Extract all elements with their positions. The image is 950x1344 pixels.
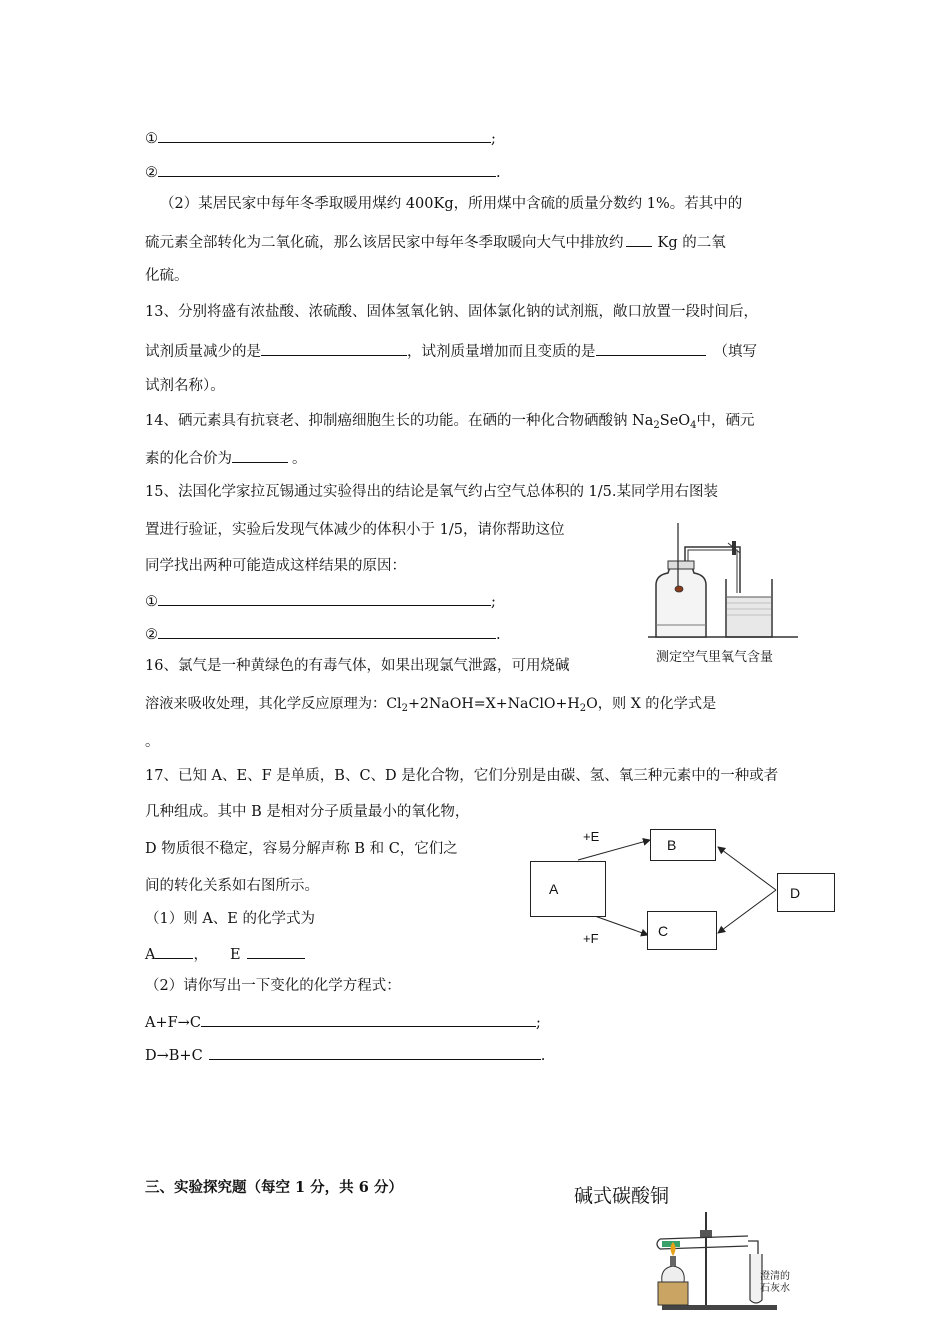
q15-answer-blank-2[interactable] xyxy=(158,623,496,639)
box-a: A xyxy=(530,861,606,917)
q12-part2-line1: （2）某居民家中每年冬季取暖用煤约 400Kg，所用煤中含硫的质量分数约 1%。若其中的 xyxy=(160,196,743,212)
q16-line2: 溶液来吸收处理，其化学反应原理为：$Cl_2+2NaOH=X+NaClO+H_2O$，则 X 的化学式是 xyxy=(145,696,717,714)
label-plus-e: +E xyxy=(583,829,600,844)
q17-part2: （2）请你写出一下变化的化学方程式： xyxy=(145,978,401,994)
q15-line1: 15、法国化学家拉瓦锡通过实验得出的结论是氧气约占空气总体积的 1/5.某同学用右图装 xyxy=(145,484,719,500)
q15-line2: 置进行验证，实验后发现气体减少的体积小于 1/5，请你帮助这位 xyxy=(145,522,565,538)
q17-eq2-blank[interactable] xyxy=(209,1044,541,1060)
limewater-label: 澄清的 石灰水 xyxy=(760,1271,790,1294)
oxygen-apparatus-caption: 测定空气里氧气含量 xyxy=(656,649,774,664)
section3-title: 三、实验探究题（每空 1 分，共 6 分） xyxy=(145,1179,403,1196)
arrow-d-to-c xyxy=(718,890,776,933)
q12-answer-blank-3[interactable] xyxy=(626,231,652,247)
q17-line4: 间的转化关系如右图所示。 xyxy=(145,878,319,894)
q17-line1: 17、已知 A、E、F 是单质，B、C、D 是化合物，它们分别是由碳、氢、氧三种元素中的一种或者 xyxy=(145,768,779,784)
q13-answer-blank-1[interactable] xyxy=(261,340,407,356)
q13-line2: 试剂质量减少的是 ，试剂质量增加而且变质的是 （填写 xyxy=(145,340,757,362)
arrow-d-to-b xyxy=(718,847,776,890)
q17-part1: （1）则 A、E 的化学式为 xyxy=(145,911,315,927)
q13-answer-blank-2[interactable] xyxy=(596,340,706,356)
q12-answer-blank-2[interactable] xyxy=(158,161,496,177)
q17-eq1-blank[interactable] xyxy=(201,1011,536,1027)
box-c: C xyxy=(647,911,717,950)
oxygen-apparatus-figure xyxy=(648,515,798,650)
q17-line2: 几种组成。其中 B 是相对分子质量最小的氧化物， xyxy=(145,804,470,820)
q12-part2-line2: 硫元素全部转化为二氧化硫，那么该居民家中每年冬季取暖向大气中排放约 Kg 的二氧 xyxy=(145,231,726,253)
box-b: B xyxy=(650,829,716,861)
q12-item1: ① ; xyxy=(145,127,496,149)
box-d: D xyxy=(777,873,835,912)
q12-answer-blank-1[interactable] xyxy=(158,127,491,143)
q17-line3: D 物质很不稳定，容易分解声称 B 和 C，它们之 xyxy=(145,841,458,857)
q16-line3: 。 xyxy=(145,734,160,750)
q16-line1: 16、氯气是一种黄绿色的有毒气体，如果出现氯气泄露，可用烧碱 xyxy=(145,658,570,674)
q12-item2: ② . xyxy=(145,161,501,183)
q14-line1: 14、硒元素具有抗衰老、抑制癌细胞生长的功能。在硒的一种化合物硒酸钠 $Na_2SeO_4$中，硒元 xyxy=(145,413,755,431)
q17-answer-a-blank[interactable] xyxy=(155,943,193,959)
q17-answers: A ， E xyxy=(145,943,305,965)
q15-item1: ① ; xyxy=(145,590,496,612)
q14-answer-blank[interactable] xyxy=(232,447,288,463)
q13-line3: 试剂名称）。 xyxy=(145,378,225,394)
q15-line3: 同学找出两种可能造成这样结果的原因： xyxy=(145,558,406,574)
copper-carbonate-figure-title: 碱式碳酸铜 xyxy=(574,1186,670,1207)
q15-answer-blank-1[interactable] xyxy=(158,590,491,606)
q13-line1: 13、分别将盛有浓盐酸、浓硫酸、固体氢氧化钠、固体氯化钠的试剂瓶，敞口放置一段时间后， xyxy=(145,304,758,320)
q12-part2-line3: 化硫。 xyxy=(145,268,189,284)
q17-eq1: A+F→C ; xyxy=(145,1011,541,1033)
q17-eq2: D→B+C . xyxy=(145,1044,545,1066)
q15-item2: ② . xyxy=(145,623,501,645)
q14-line2: 素的化合价为 。 xyxy=(145,447,307,469)
label-plus-f: +F xyxy=(583,931,599,946)
q17-answer-e-blank[interactable] xyxy=(247,943,305,959)
